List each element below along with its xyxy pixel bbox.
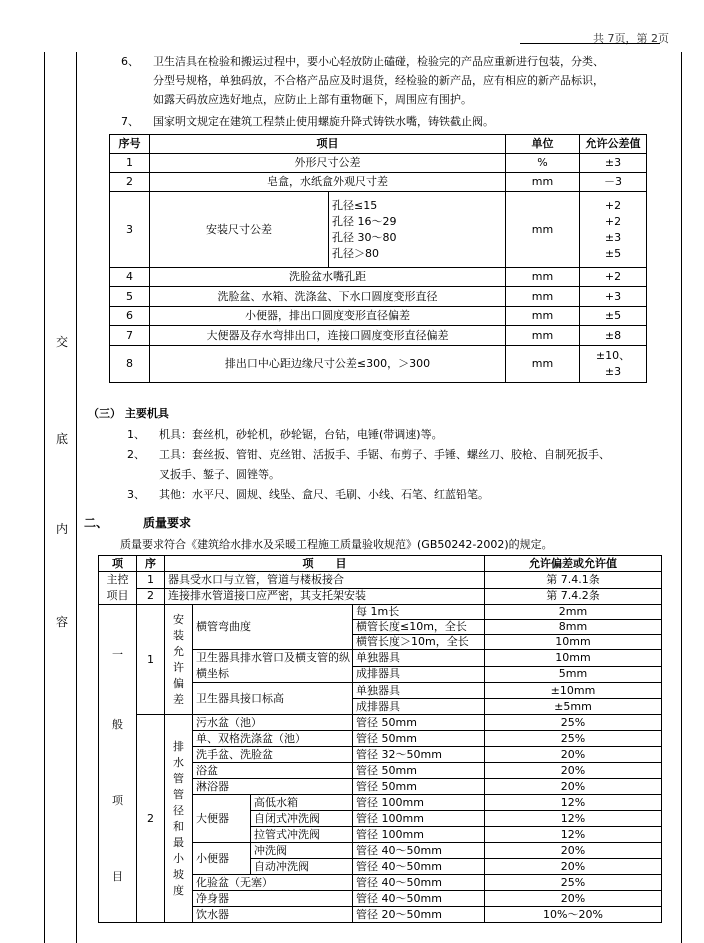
cell-unit: % (506, 154, 580, 173)
cell-val: 20% (485, 779, 662, 795)
cell-val: 10%～20% (485, 907, 662, 923)
cell-sub: 管径 40～50mm (353, 859, 485, 875)
vchar: 偏 (173, 676, 184, 690)
vchar: 径 (173, 803, 184, 817)
cell-sub: 管径 32～50mm (353, 747, 485, 763)
cell-item: 淋浴器 (193, 779, 353, 795)
th-unit: 单位 (506, 135, 580, 154)
table-row (99, 572, 662, 589)
th-item: 项目 (150, 135, 506, 154)
th-category: 项 (99, 556, 137, 572)
cell-unit: mm (506, 287, 580, 307)
section-title: 质量要求 (143, 516, 192, 530)
item-number: 1、 (127, 428, 145, 441)
cell-item: 大便器及存水弯排出口，连接口圆度变形直径偏差 (150, 326, 506, 346)
cell-sub: 管径 40～50mm (353, 891, 485, 907)
cell-subname: 拉管式冲洗阀 (251, 827, 353, 843)
cell-item: 外形尺寸公差 (150, 154, 506, 173)
cell-val: ±8 (580, 326, 647, 346)
cell-val: 12% (485, 811, 662, 827)
th-no: 序号 (110, 135, 150, 154)
cell-vals (580, 192, 647, 268)
val-line: ±5 (604, 246, 622, 260)
cell-item: 浴盆 (193, 763, 353, 779)
val-line: ±3 (604, 365, 622, 378)
cell-subname: 自闭式冲洗阀 (251, 811, 353, 827)
section-number: 二、 (84, 516, 109, 530)
vchar: 和 (173, 819, 184, 833)
cell-no: 2 (110, 173, 150, 192)
side-label-char: 底 (56, 432, 69, 446)
cell-sub: 单独器具 (353, 683, 485, 699)
cell-item: 小便器 (193, 843, 251, 875)
vchar: 管 (173, 771, 184, 785)
vchar: 小 (173, 851, 184, 865)
cell-item: 横管弯曲度 (193, 605, 353, 650)
cell-no: 1 (137, 572, 165, 589)
vchar: 差 (173, 692, 184, 706)
cell-sub: 管径 50mm (353, 763, 485, 779)
cell-sub: 管径 40～50mm (353, 875, 485, 891)
side-label-char: 交 (56, 335, 69, 349)
table-row (99, 715, 662, 731)
cell-val: 20% (485, 843, 662, 859)
cell-sub: 横管长度≤10m，全长 (353, 620, 485, 635)
side-label-char: 容 (56, 615, 69, 629)
cell-val: 20% (485, 763, 662, 779)
cell-sub: 管径 100mm (353, 795, 485, 811)
cell-val: ±10mm (485, 683, 662, 699)
item-text-line: 工具：套丝扳、管钳、克丝钳、活扳手、手锯、布剪子、手锤、螺丝刀、胶枪、自制死扳手、 (159, 448, 610, 461)
cell-sub: 管径 100mm (353, 811, 485, 827)
item-text-line: 国家明文规定在建筑工程禁止使用螺旋升降式铸铁水嘴，铸铁截止阀。 (153, 115, 494, 128)
cell-no: 2 (137, 588, 165, 605)
cell-item: 污水盆（池） (193, 715, 353, 731)
label-char: 般 (112, 718, 123, 731)
section-intro: 质量要求符合《建筑给水排水及采暖工程施工质量验收规范》(GB50242-2002)的规定。 (120, 538, 553, 551)
cell-no: 5 (110, 287, 150, 307)
cell-val: 25% (485, 875, 662, 891)
cell-vals (580, 346, 647, 383)
cell-val: +2 (580, 268, 647, 287)
header-rule (520, 43, 660, 44)
cell-subname: 高低水箱 (251, 795, 353, 811)
cell-val: 第 7.4.2条 (485, 588, 662, 605)
val-line: ±10、 (595, 349, 631, 362)
cell-val: －3 (580, 173, 647, 192)
cell-item: 洗手盆、洗脸盆 (193, 747, 353, 763)
vchar: 排 (173, 739, 184, 753)
label-char: 项 (112, 794, 123, 807)
cell-no: 4 (110, 268, 150, 287)
val-line: +2 (604, 198, 622, 212)
cell-val: 12% (485, 795, 662, 811)
cell-val: ±5 (580, 307, 647, 326)
th-item: 项 目 (165, 556, 485, 572)
cell-no: 1 (137, 605, 165, 715)
cell-item: 卫生器具接口标高 (193, 683, 353, 715)
cell-subname: 冲洗阀 (251, 843, 353, 859)
vchar: 装 (173, 628, 184, 642)
cell-item: 化验盆（无塞） (193, 875, 353, 891)
cell-unit: mm (506, 326, 580, 346)
cell-sub: 管径 50mm (353, 779, 485, 795)
cell-no: 6 (110, 307, 150, 326)
general-label (99, 605, 137, 923)
main-control-label (99, 572, 137, 605)
val-line: ±3 (604, 230, 622, 244)
cell-sub: 成排器具 (353, 666, 485, 683)
cell-val: 8mm (485, 620, 662, 635)
item-number: 2、 (127, 448, 145, 461)
vchar: 安 (173, 612, 184, 626)
cell-item: 连接排水管道接口应严密，其支托架安装 (165, 588, 485, 605)
cell-no: 3 (110, 192, 150, 268)
item-text-line: 如露天码放应选好地点，应防止上部有重物砸下，周围应有围护。 (153, 93, 472, 106)
cell-unit: mm (506, 173, 580, 192)
table-row (99, 588, 662, 605)
cell-unit: mm (506, 192, 580, 268)
vchar: 允 (173, 644, 184, 658)
vchar: 水 (173, 755, 184, 769)
vchar: 坡 (173, 867, 184, 881)
table-row (110, 154, 647, 173)
th-tolerance: 允许公差值 (580, 135, 647, 154)
cell-val: 25% (485, 715, 662, 731)
cell-val: 2mm (485, 605, 662, 620)
label-line: 主控 (106, 573, 129, 586)
label-line: 项目 (106, 589, 129, 602)
cell-val: 20% (485, 891, 662, 907)
table-row (110, 287, 647, 307)
page-number: 共 7页，第 2页 (593, 32, 669, 45)
vchar: 许 (173, 660, 184, 674)
cell-sub: 单独器具 (353, 650, 485, 667)
section-heading: （三） 主要机具 (88, 407, 169, 420)
label-char: 一 (112, 648, 123, 661)
cell-sub: 管径 100mm (353, 827, 485, 843)
table-row (110, 326, 647, 346)
cell-val: 12% (485, 827, 662, 843)
vchar: 度 (173, 883, 184, 897)
cell-sub: 管径 50mm (353, 715, 485, 731)
cell-val: 10mm (485, 650, 662, 667)
vertical-label (165, 605, 193, 715)
cell-no: 2 (137, 715, 165, 923)
cell-item: 安装尺寸公差 (150, 192, 329, 268)
item-text-line: 分型号规格，单独码放，不合格产品应及时退货，经检验的新产品，应有相应的新产品标识， (153, 74, 604, 87)
cell-val: ±5mm (485, 699, 662, 715)
cell-unit: mm (506, 307, 580, 326)
item-number: 7、 (121, 115, 139, 128)
cell-item: 单、双格洗涤盆（池） (193, 731, 353, 747)
cell-item: 器具受水口与立管，管道与楼板接合 (165, 572, 485, 589)
item-text-line: 卫生洁具在检验和搬运过程中，要小心轻放防止磕碰，检验完的产品应重新进行包装，分类、 (153, 55, 604, 68)
cell-sub: 管径 50mm (353, 731, 485, 747)
cell-unit: mm (506, 346, 580, 383)
cell-item: 排出口中心距边缘尺寸公差≤300，＞300 (150, 346, 506, 383)
th-allowed: 允许偏差或允许值 (485, 556, 662, 572)
cell-val: 20% (485, 859, 662, 875)
table-row (110, 268, 647, 287)
cell-subs (329, 192, 506, 268)
vchar: 管 (173, 787, 184, 801)
table-row (110, 307, 647, 326)
table-row (99, 605, 662, 620)
cell-item: 皂盒，水纸盒外观尺寸差 (150, 173, 506, 192)
cell-val: +3 (580, 287, 647, 307)
cell-val: 10mm (485, 635, 662, 650)
cell-item: 洗脸盆水嘴孔距 (150, 268, 506, 287)
sub-line: 孔径＞80 (332, 246, 379, 260)
cell-unit: mm (506, 268, 580, 287)
cell-sub: 管径 20～50mm (353, 907, 485, 923)
cell-item: 洗脸盆、水箱、洗涤盆、下水口圆度变形直径 (150, 287, 506, 307)
cell-sub: 成排器具 (353, 699, 485, 715)
table-row (110, 192, 647, 268)
cell-item: 大便器 (193, 795, 251, 843)
cell-val: 25% (485, 731, 662, 747)
sub-line: 孔径 30～80 (332, 230, 397, 244)
item-text-line: 其他：水平尺、圆规、线坠、盒尺、毛刷、小线、石笔、红蓝铅笔。 (159, 488, 489, 501)
sub-line: 孔径 16～29 (332, 214, 397, 228)
item-number: 6、 (121, 55, 139, 68)
th-no: 序 (137, 556, 165, 572)
side-label-char: 内 (56, 522, 69, 536)
cell-item: 饮水器 (193, 907, 353, 923)
cell-sub: 每 1m长 (353, 605, 485, 620)
cell-val: 第 7.4.1条 (485, 572, 662, 589)
tolerance-table (109, 134, 647, 383)
item-number: 3、 (127, 488, 145, 501)
val-line: +2 (604, 214, 622, 228)
item-text-line: 叉扳手、錾子、圆锉等。 (159, 468, 280, 481)
cell-sub: 管径 40～50mm (353, 843, 485, 859)
cell-no: 8 (110, 346, 150, 383)
cell-sub: 横管长度＞10m，全长 (353, 635, 485, 650)
vchar: 最 (173, 835, 184, 849)
quality-table (98, 555, 662, 923)
cell-val: 5mm (485, 666, 662, 683)
item-text-line: 机具：套丝机，砂轮机，砂轮锯，台钻，电锤(带调速)等。 (159, 428, 443, 441)
label-char: 目 (112, 870, 123, 883)
cell-val: 20% (485, 747, 662, 763)
vertical-label (165, 715, 193, 923)
cell-item: 小便器，排出口圆度变形直径偏差 (150, 307, 506, 326)
table-row (110, 173, 647, 192)
cell-no: 1 (110, 154, 150, 173)
sub-line: 孔径≤15 (332, 198, 378, 212)
side-column (44, 52, 77, 943)
cell-item: 卫生器具排水管口及横支管的纵横坐标 (193, 650, 353, 683)
cell-no: 7 (110, 326, 150, 346)
cell-item: 净身器 (193, 891, 353, 907)
table-row (110, 346, 647, 383)
cell-subname: 自动冲洗阀 (251, 859, 353, 875)
cell-val: ±3 (580, 154, 647, 173)
